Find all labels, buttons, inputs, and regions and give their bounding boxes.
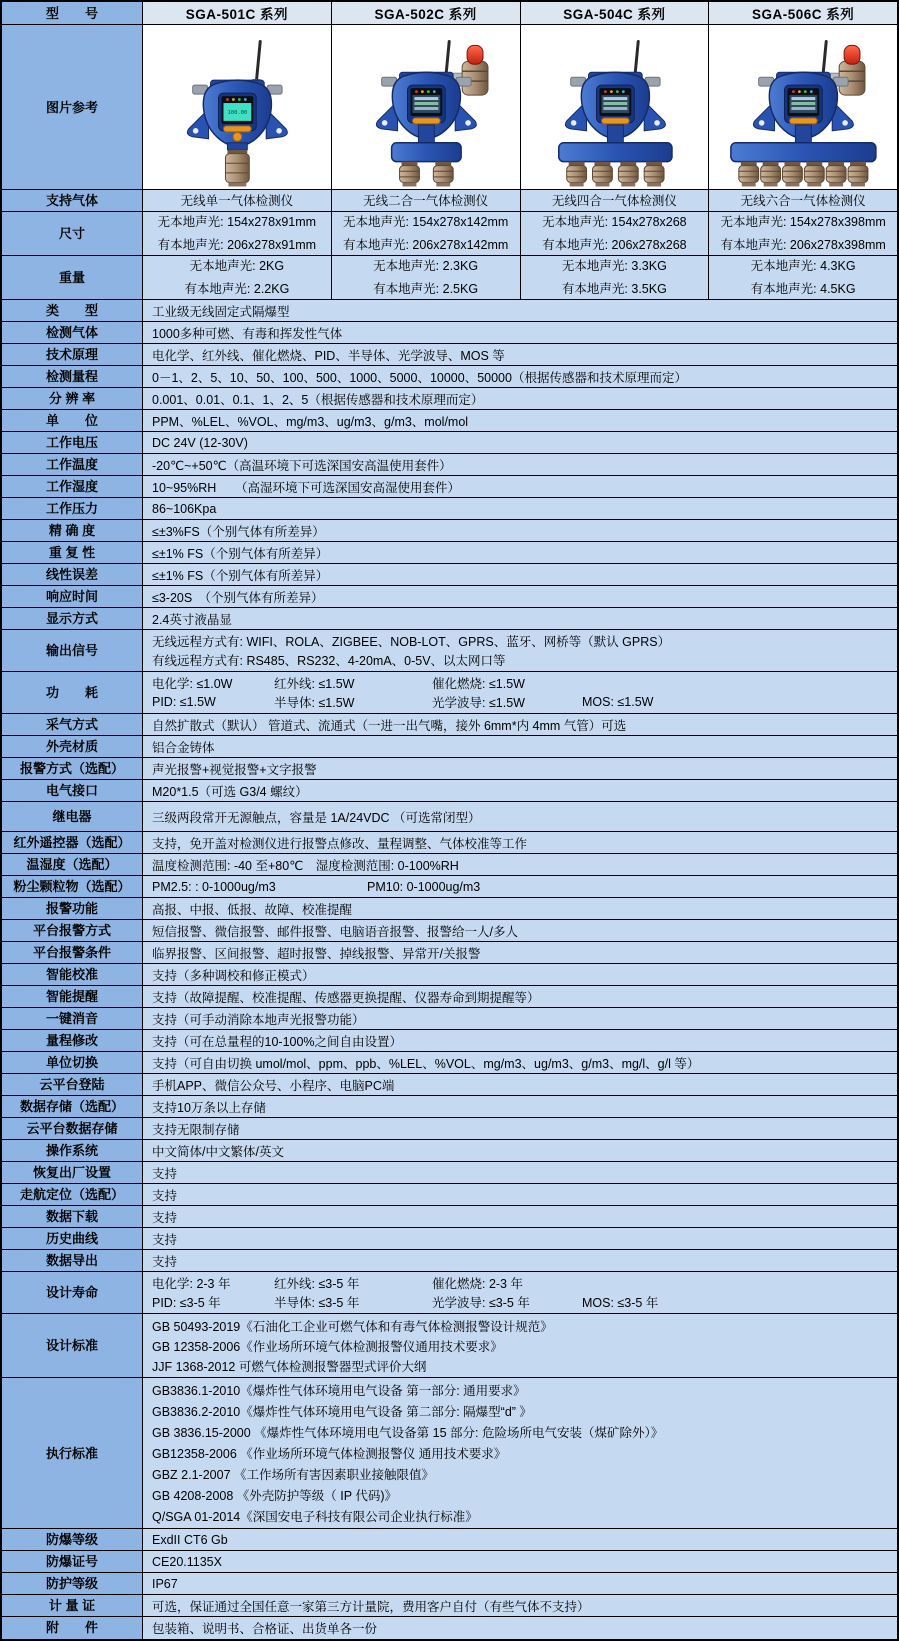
value-line: 支持10万条以上存储 <box>152 1100 266 1115</box>
spec-row-50 <box>2 1573 897 1595</box>
value-line: 有本地声光: 206x278x268 <box>542 238 687 252</box>
row-value <box>143 1617 897 1639</box>
value-line: DC 24V (12-30V) <box>152 435 248 450</box>
row-value <box>143 1162 897 1183</box>
spec-row-43 <box>2 1228 897 1250</box>
header-model-2: SGA-502C 系列 <box>331 2 520 24</box>
row-value <box>143 1030 897 1051</box>
image-row <box>2 25 897 190</box>
row-value-cells <box>143 256 897 299</box>
value-line: 10~95%RH （高湿环境下可选深国安高湿使用套件） <box>152 480 461 495</box>
row-label: 输出信号 <box>2 630 143 671</box>
product-image-sga-501c <box>143 25 331 189</box>
spec-row-14 <box>2 542 897 564</box>
value-line: GB3836.1-2010《爆炸性气体环境用电气设备 第一部分: 通用要求》 <box>152 1384 526 1399</box>
row-value <box>143 432 897 453</box>
row-label: 工作湿度 <box>2 476 143 497</box>
row-label: 尺寸 <box>2 212 143 255</box>
value-line: CE20.1135X <box>152 1554 222 1569</box>
spec-row-10 <box>2 454 897 476</box>
value-line: M20*1.5（可选 G3/4 螺纹） <box>152 784 308 799</box>
value-line: 无本地声光: 154x278x268 <box>542 215 687 229</box>
value-line: 无线四合一气体检测仪 <box>551 193 677 208</box>
row-value <box>143 964 897 985</box>
row-value <box>143 498 897 519</box>
value-line: 0－1、2、5、10、50、100、500、1000、5000、10000、50000（根据传感器和技术原理而定） <box>152 370 687 385</box>
row-value <box>143 388 897 409</box>
value-line: 有线远程方式有: RS485、RS232、4-20mA、0-5V、以太网口等 <box>152 654 506 669</box>
spec-row-0 <box>2 190 897 212</box>
value-line: 无本地声光: 154x278x142mm <box>342 215 509 229</box>
row-label: 防护等级 <box>2 1573 143 1594</box>
value-line: IP67 <box>152 1576 178 1591</box>
value-line: 可选，保证通过全国任意一家第三方计量院，费用客户自付（有些气体不支持） <box>152 1599 590 1614</box>
value-line: 有本地声光: 4.5KG <box>750 282 856 296</box>
value-line <box>143 1273 897 1292</box>
row-value <box>143 1008 897 1029</box>
spec-row-9 <box>2 432 897 454</box>
row-value <box>143 410 897 431</box>
value-line: ≤±3%FS（个别气体有所差异） <box>152 524 325 539</box>
value-line: 无本地声光: 3.3KG <box>561 259 667 273</box>
value-line: ExdII CT6 Gb <box>152 1532 228 1547</box>
value-line: 有本地声光: 2.5KG <box>373 282 479 296</box>
spec-row-11 <box>2 476 897 498</box>
value-line: GB 50493-2019《石油化工企业可燃气体和有毒气体检测报警设计规范》 <box>152 1319 553 1334</box>
row-label: 报警方式（选配） <box>2 758 143 779</box>
value-line: 支持，免开盖对检测仪进行报警点修改、量程调整、气体校准等工作 <box>152 836 528 851</box>
value-segment: PM10: 0-1000ug/m3 <box>367 879 481 894</box>
value-line: GB 12358-2006《作业场所环境气体检测报警仪通用技术要求》 <box>152 1339 503 1354</box>
gas-detector-single-icon <box>143 25 331 189</box>
spec-row-22 <box>2 758 897 780</box>
value-segment: 电化学: ≤1.0W <box>152 676 233 691</box>
value-cell <box>520 190 709 211</box>
value-line: -20℃~+50℃（高温环境下可选深国安高温使用套件） <box>152 458 452 473</box>
row-label: 工作压力 <box>2 498 143 519</box>
value-line: 无本地声光: 4.3KG <box>750 259 856 273</box>
row-value <box>143 1074 897 1095</box>
spec-row-13 <box>2 520 897 542</box>
spec-row-38 <box>2 1118 897 1140</box>
row-value <box>143 1573 897 1594</box>
row-value <box>143 1378 897 1528</box>
row-value <box>143 1096 897 1117</box>
value-line: 有本地声光: 3.5KG <box>561 282 667 296</box>
value-segment: 半导体: ≤1.5W <box>274 696 355 711</box>
row-label: 功 耗 <box>2 672 143 713</box>
value-line: 有本地声光: 206x278x142mm <box>342 238 509 252</box>
value-line: 支持 <box>152 1254 178 1269</box>
spec-row-39 <box>2 1140 897 1162</box>
row-label: 采气方式 <box>2 714 143 735</box>
row-value <box>143 454 897 475</box>
value-line: 支持（多种调校和修正模式） <box>152 968 315 983</box>
product-image-cells <box>143 25 897 189</box>
spec-row-26 <box>2 854 897 876</box>
value-cell <box>520 212 709 255</box>
svg-text:100.00: 100.00 <box>227 109 248 116</box>
value-line: ≤3-20S （个别气体有所差异） <box>152 590 324 605</box>
value-segment: 催化燃烧: 2-3 年 <box>432 1276 523 1291</box>
value-line: 2.4英寸液晶显 <box>152 612 232 627</box>
spec-row-17 <box>2 608 897 630</box>
value-line: 无本地声光: 154x278x91mm <box>157 215 317 229</box>
spec-row-28 <box>2 898 897 920</box>
row-value <box>143 520 897 541</box>
row-value <box>143 476 897 497</box>
row-label: 工作电压 <box>2 432 143 453</box>
value-line: 支持（可自由切换 umol/mol、ppm、ppb、%LEL、%VOL、mg/m3、ug/m3、g/m3、mg/l、g/l 等） <box>152 1056 700 1071</box>
value-line: 支持 <box>152 1188 178 1203</box>
value-segment: 半导体: ≤3-5 年 <box>274 1296 360 1311</box>
row-value <box>143 1250 897 1271</box>
row-value <box>143 586 897 607</box>
header-model-cells <box>143 2 897 24</box>
value-line <box>143 877 897 896</box>
value-line: 电化学、红外线、催化燃烧、PID、半导体、光学波导、MOS 等 <box>152 348 505 363</box>
spec-row-46 <box>2 1314 897 1378</box>
value-segment: PID: ≤3-5 年 <box>152 1296 221 1311</box>
spec-row-31 <box>2 964 897 986</box>
row-label: 数据下载 <box>2 1206 143 1227</box>
spec-row-30 <box>2 942 897 964</box>
value-line: 有本地声光: 2.2KG <box>184 282 290 296</box>
row-label: 防爆证号 <box>2 1551 143 1572</box>
row-label: 响应时间 <box>2 586 143 607</box>
value-line: GBZ 2.1-2007 《工作场所有害因素职业接触限值》 <box>152 1467 434 1482</box>
value-cell <box>331 256 520 299</box>
row-value <box>143 344 897 365</box>
row-value <box>143 1118 897 1139</box>
value-line: 支持 <box>152 1166 178 1181</box>
row-label: 外壳材质 <box>2 736 143 757</box>
value-line: 1000多种可燃、有毒和挥发性气体 <box>152 326 343 341</box>
row-value <box>143 564 897 585</box>
row-value <box>143 1314 897 1377</box>
spec-row-32 <box>2 986 897 1008</box>
value-cell <box>708 212 897 255</box>
value-line: 三级两段常开无源触点，容量是 1A/24VDC （可选常闭型） <box>152 810 481 825</box>
row-value <box>143 898 897 919</box>
value-line: 无本地声光: 2.3KG <box>373 259 479 273</box>
row-label: 红外遥控器（选配） <box>2 832 143 853</box>
gas-detector-quad-icon <box>521 25 709 189</box>
row-value <box>143 876 897 897</box>
spec-row-40 <box>2 1162 897 1184</box>
spec-row-41 <box>2 1184 897 1206</box>
row-label: 操作系统 <box>2 1140 143 1161</box>
row-value <box>143 1228 897 1249</box>
spec-row-52 <box>2 1617 897 1639</box>
row-label: 设计标准 <box>2 1314 143 1377</box>
row-label: 数据存储（选配） <box>2 1096 143 1117</box>
value-cell <box>520 256 709 299</box>
value-line: GB3836.2-2010《爆炸性气体环境用电气设备 第二部分: 隔爆型“d” 》 <box>152 1405 532 1420</box>
spec-row-16 <box>2 586 897 608</box>
header-model-label: 型 号 <box>2 2 143 24</box>
value-segment: 红外线: ≤1.5W <box>274 676 355 691</box>
value-line: 手机APP、微信公众号、小程序、电脑PC端 <box>152 1078 395 1093</box>
row-value <box>143 1052 897 1073</box>
spec-row-37 <box>2 1096 897 1118</box>
row-label: 继电器 <box>2 802 143 831</box>
spec-row-15 <box>2 564 897 586</box>
value-line: 无线二合一气体检测仪 <box>363 193 489 208</box>
spec-row-45 <box>2 1272 897 1314</box>
row-value <box>143 630 897 671</box>
value-cell <box>143 190 331 211</box>
value-line: 支持无限制存储 <box>152 1122 240 1137</box>
value-segment: MOS: ≤1.5W <box>582 695 654 710</box>
row-value <box>143 986 897 1007</box>
row-label: 检测量程 <box>2 366 143 387</box>
value-segment: PM2.5: : 0-1000ug/m3 <box>152 879 276 894</box>
value-line: 高报、中报、低报、故障、校准提醒 <box>152 902 353 917</box>
row-label: 工作温度 <box>2 454 143 475</box>
row-label: 云平台登陆 <box>2 1074 143 1095</box>
gas-detector-dual-icon <box>332 25 520 189</box>
product-image-sga-502c <box>331 25 520 189</box>
row-value <box>143 832 897 853</box>
spec-row-47 <box>2 1378 897 1529</box>
row-label: 精 确 度 <box>2 520 143 541</box>
value-line: GB 3836.15-2000 《爆炸性气体环境用电气设备第 15 部分: 危险场所电气安装（煤矿除外）》 <box>152 1426 664 1441</box>
product-image-sga-506c <box>708 25 897 189</box>
row-label: 重量 <box>2 256 143 299</box>
header-model-1: SGA-501C 系列 <box>143 2 331 24</box>
value-line: 有本地声光: 206x278x398mm <box>720 238 886 252</box>
spec-row-36 <box>2 1074 897 1096</box>
value-line <box>143 673 897 692</box>
row-label: 智能提醒 <box>2 986 143 1007</box>
spec-row-42 <box>2 1206 897 1228</box>
row-value <box>143 714 897 735</box>
image-row-label: 图片参考 <box>2 25 143 189</box>
row-label: 一键消音 <box>2 1008 143 1029</box>
value-cell <box>143 256 331 299</box>
value-line: 支持（可手动消除本地声光报警功能） <box>152 1012 365 1027</box>
spec-row-49 <box>2 1551 897 1573</box>
value-cell <box>708 256 897 299</box>
value-cell <box>143 212 331 255</box>
row-value <box>143 1184 897 1205</box>
row-label: 单位切换 <box>2 1052 143 1073</box>
row-value <box>143 736 897 757</box>
value-line: 工业级无线固定式隔爆型 <box>152 304 290 319</box>
value-line: 临界报警、区间报警、超时报警、掉线报警、异常开/关报警 <box>152 946 481 961</box>
row-label: 检测气体 <box>2 322 143 343</box>
value-line: 支持（可在总量程的10-100%之间自由设置） <box>152 1034 403 1049</box>
value-line: 无线六合一气体检测仪 <box>740 193 866 208</box>
row-label: 走航定位（选配） <box>2 1184 143 1205</box>
spec-row-23 <box>2 780 897 802</box>
value-line: 无线远程方式有: WIFI、ROLA、ZIGBEE、NOB-LOT、GPRS、蓝牙、网桥等（默认 GPRS） <box>152 634 671 649</box>
gas-detector-hex-icon <box>709 25 897 189</box>
value-segment: 催化燃烧: ≤1.5W <box>432 676 525 691</box>
row-value <box>143 608 897 629</box>
row-value <box>143 1595 897 1616</box>
row-value <box>143 322 897 343</box>
row-label: 平台报警方式 <box>2 920 143 941</box>
row-label: 执行标准 <box>2 1378 143 1528</box>
value-line: ≤±1% FS（个别气体有所差异） <box>152 546 329 561</box>
row-value <box>143 780 897 801</box>
spec-row-51 <box>2 1595 897 1617</box>
value-line: 自然扩散式（默认） 管道式、流通式（一进一出气嘴，接外 6mm*内 4mm 气管）可选 <box>152 718 627 733</box>
value-line <box>143 693 897 712</box>
row-label: 智能校准 <box>2 964 143 985</box>
row-label: 历史曲线 <box>2 1228 143 1249</box>
spec-row-25 <box>2 832 897 854</box>
row-label: 防爆等级 <box>2 1529 143 1550</box>
spec-row-44 <box>2 1250 897 1272</box>
value-cell <box>708 190 897 211</box>
row-value <box>143 942 897 963</box>
row-label: 类 型 <box>2 300 143 321</box>
value-line: 中文简体/中文繁体/英文 <box>152 1144 284 1159</box>
spec-row-29 <box>2 920 897 942</box>
spec-row-24 <box>2 802 897 832</box>
row-label: 恢复出厂设置 <box>2 1162 143 1183</box>
spec-row-18 <box>2 630 897 672</box>
value-line: 无本地声光: 154x278x398mm <box>720 215 886 229</box>
value-line: 短信报警、微信报警、邮件报警、电脑语音报警、报警给一人/多人 <box>152 924 518 939</box>
value-segment: MOS: ≤3-5 年 <box>582 1296 659 1311</box>
value-line: JJF 1368-2012 可燃气体检测报警器型式评价大纲 <box>152 1359 427 1374</box>
spec-row-8 <box>2 410 897 432</box>
value-line: 支持 <box>152 1210 178 1225</box>
row-value <box>143 802 897 831</box>
value-line: 无本地声光: 2KG <box>189 259 285 273</box>
row-value <box>143 300 897 321</box>
header-row <box>2 2 897 25</box>
value-line: Q/SGA 01-2014《深国安电子科技有限公司企业执行标准》 <box>152 1509 478 1524</box>
spec-row-4 <box>2 322 897 344</box>
value-line: PPM、%LEL、%VOL、mg/m3、ug/m3、g/m3、mol/mol <box>152 414 469 429</box>
spec-row-2 <box>2 256 897 300</box>
spec-row-21 <box>2 736 897 758</box>
value-line: 有本地声光: 206x278x91mm <box>157 238 317 252</box>
row-label: 报警功能 <box>2 898 143 919</box>
row-value <box>143 1206 897 1227</box>
value-segment: 光学波导: ≤1.5W <box>432 696 525 711</box>
row-label: 温湿度（选配） <box>2 854 143 875</box>
header-model-3: SGA-504C 系列 <box>520 2 709 24</box>
row-label: 平台报警条件 <box>2 942 143 963</box>
row-value <box>143 672 897 713</box>
spec-row-6 <box>2 366 897 388</box>
spec-row-20 <box>2 714 897 736</box>
row-value <box>143 758 897 779</box>
value-line: 支持 <box>152 1232 178 1247</box>
row-label: 设计寿命 <box>2 1272 143 1313</box>
value-line: 包装箱、说明书、合格证、出货单各一份 <box>152 1621 378 1636</box>
spec-row-12 <box>2 498 897 520</box>
value-line: 0.001、0.01、0.1、1、2、5（根据传感器和技术原理而定） <box>152 392 484 407</box>
row-value <box>143 1551 897 1572</box>
value-cell <box>331 212 520 255</box>
row-label: 粉尘颗粒物（选配） <box>2 876 143 897</box>
row-value <box>143 1529 897 1550</box>
spec-row-5 <box>2 344 897 366</box>
value-cell <box>331 190 520 211</box>
value-line: 无线单一气体检测仪 <box>180 193 294 208</box>
row-label: 电气接口 <box>2 780 143 801</box>
spec-row-48 <box>2 1529 897 1551</box>
spec-row-19 <box>2 672 897 714</box>
value-segment: 电化学: 2-3 年 <box>152 1276 231 1291</box>
row-label: 分 辨 率 <box>2 388 143 409</box>
row-label: 线性误差 <box>2 564 143 585</box>
value-line: GB 4208-2008 《外壳防护等级（ IP 代码)》 <box>152 1488 397 1503</box>
spec-rows <box>2 190 897 1639</box>
row-value <box>143 854 897 875</box>
value-line <box>143 1293 897 1312</box>
row-label: 单 位 <box>2 410 143 431</box>
value-line: GB12358-2006 《作业场所环境气体检测报警仪 通用技术要求》 <box>152 1447 507 1461</box>
spec-row-7 <box>2 388 897 410</box>
value-segment: 红外线: ≤3-5 年 <box>274 1276 360 1291</box>
spec-row-27 <box>2 876 897 898</box>
spec-row-34 <box>2 1030 897 1052</box>
spec-row-1 <box>2 212 897 256</box>
value-segment: 光学波导: ≤3-5 年 <box>432 1296 530 1311</box>
row-value <box>143 542 897 563</box>
row-value <box>143 1272 897 1313</box>
value-line: 86~106Kpa <box>152 501 217 516</box>
header-model-4: SGA-506C 系列 <box>708 2 897 24</box>
spec-row-35 <box>2 1052 897 1074</box>
row-value <box>143 920 897 941</box>
value-line: 温度检测范围: -40 至+80℃ 湿度检测范围: 0-100%RH <box>152 858 459 873</box>
row-label: 附 件 <box>2 1617 143 1639</box>
row-label: 支持气体 <box>2 190 143 211</box>
row-label: 技术原理 <box>2 344 143 365</box>
row-value-cells <box>143 190 897 211</box>
row-value <box>143 1140 897 1161</box>
row-label: 显示方式 <box>2 608 143 629</box>
row-label: 计 量 证 <box>2 1595 143 1616</box>
row-label: 数据导出 <box>2 1250 143 1271</box>
spec-row-33 <box>2 1008 897 1030</box>
value-line: 铝合金铸体 <box>152 740 215 755</box>
value-line: 声光报警+视觉报警+文字报警 <box>152 762 317 777</box>
spec-row-3 <box>2 300 897 322</box>
value-segment: PID: ≤1.5W <box>152 695 216 710</box>
row-label: 云平台数据存储 <box>2 1118 143 1139</box>
value-line: 支持（故障提醒、校准提醒、传感器更换提醒、仪器寿命到期提醒等） <box>152 990 540 1005</box>
product-image-sga-504c <box>520 25 709 189</box>
row-value-cells <box>143 212 897 255</box>
row-label: 重 复 性 <box>2 542 143 563</box>
row-label: 量程修改 <box>2 1030 143 1051</box>
value-line: ≤±1% FS（个别气体有所差异） <box>152 568 329 583</box>
row-value <box>143 366 897 387</box>
